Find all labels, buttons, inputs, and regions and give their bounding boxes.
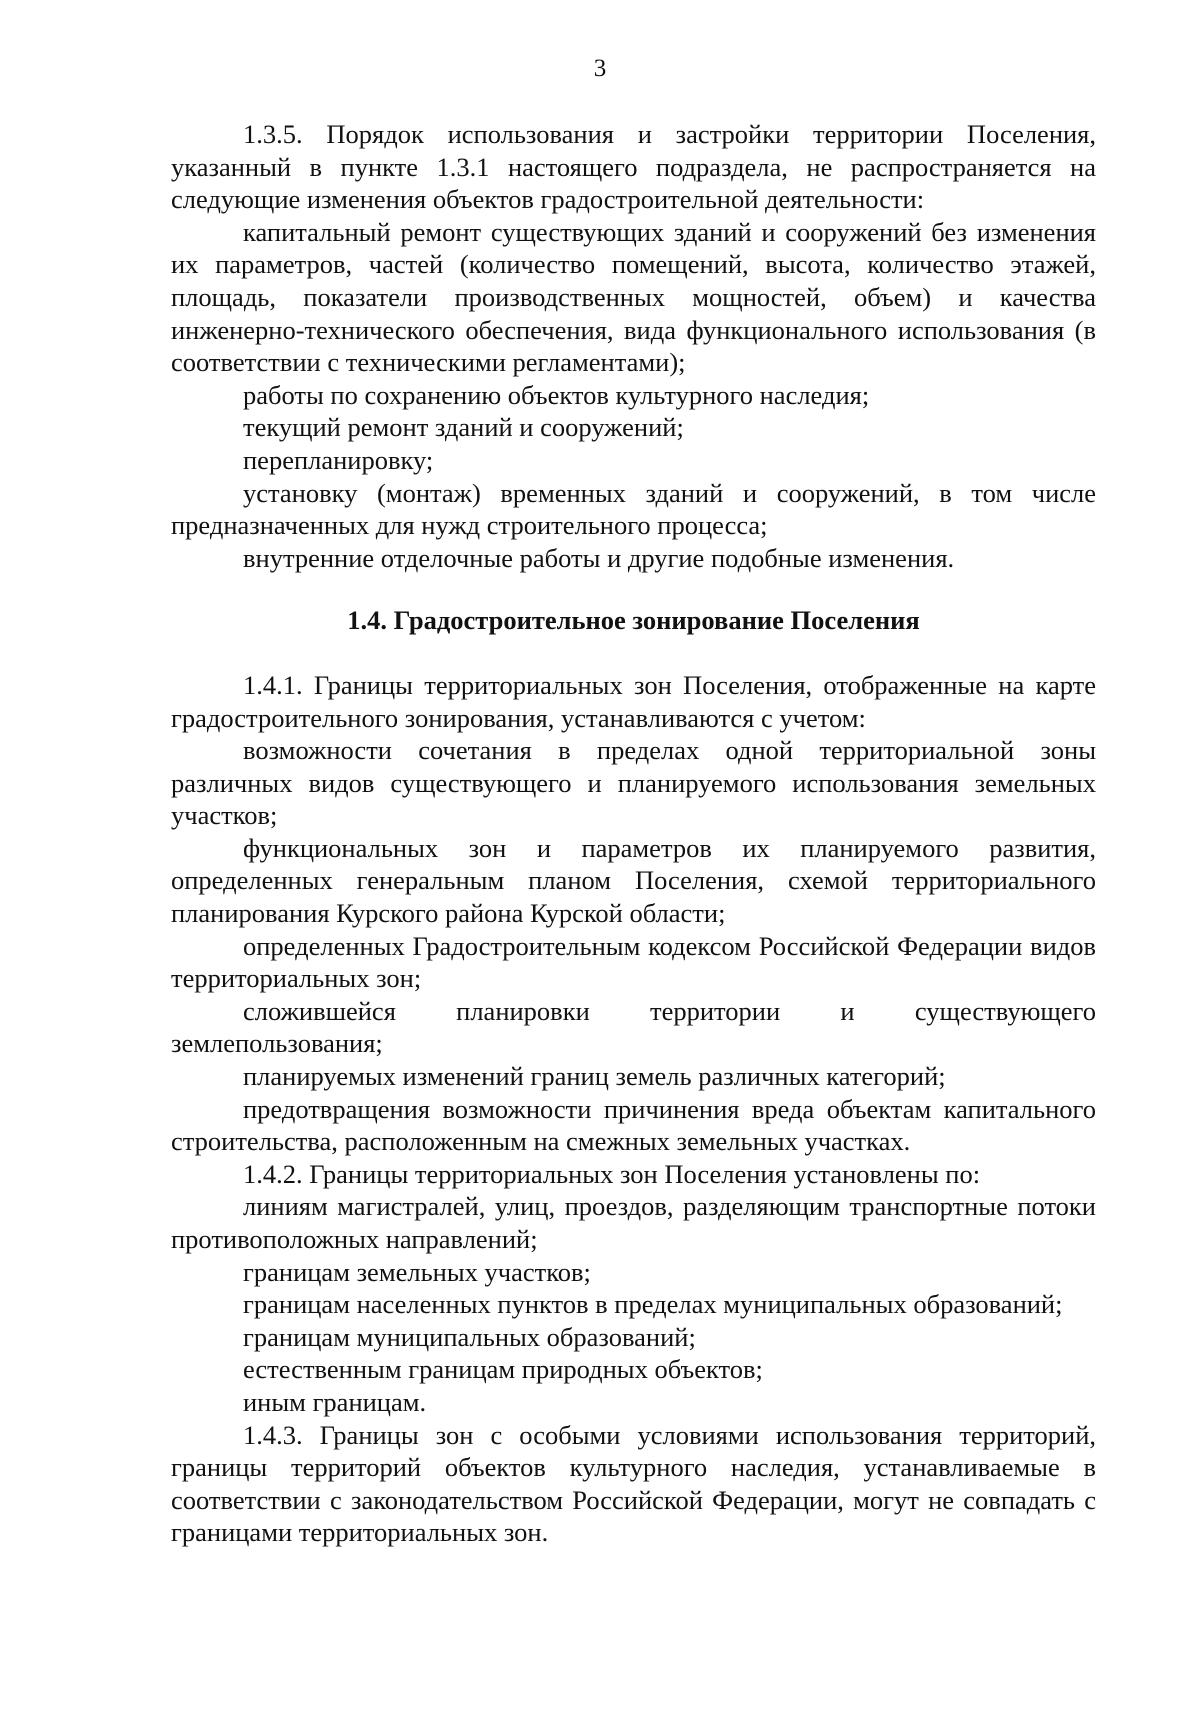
list-item: сложившейся планировки территории и существующего землепользования; xyxy=(171,995,1096,1059)
list-item: капитальный ремонт существующих зданий и сооружений без изменения их параметров, частей (количество помещений, высота, количество этажей, площадь, показатели производственных мощностей, объем) и качества инженерно-технического обеспечения, вида функционального использования (в соответствии с техническими регламентами); xyxy=(171,216,1096,378)
list-item: естественным границам природных объектов; xyxy=(243,1354,763,1385)
list-item: текущий ремонт зданий и сооружений; xyxy=(243,412,684,443)
list-item: определенных Градостроительным кодексом Российской Федерации видов территориальных зон; xyxy=(171,930,1096,994)
list-item: границам населенных пунктов в пределах муниципальных образований; xyxy=(243,1289,1063,1320)
page-number: 3 xyxy=(593,55,607,82)
paragraph-1-4-2: 1.4.2. Границы территориальных зон Поселения установлены по: xyxy=(243,1158,981,1189)
section-heading-1-4: 1.4. Градостроительное зонирование Поселения xyxy=(347,605,920,636)
list-item: функциональных зон и параметров их планируемого развития, определенных генеральным планом Поселения, схемой территориального планирования Курского района Курской области; xyxy=(171,832,1096,929)
list-item: линиям магистралей, улиц, проездов, разделяющим транспортные потоки противоположных направлений; xyxy=(171,1191,1096,1254)
document-body xyxy=(171,118,1096,1549)
list-item: границам земельных участков; xyxy=(243,1256,591,1287)
list-item: предотвращения возможности причинения вреда объектам капитального строительства, расположенным на смежных земельных участках. xyxy=(171,1093,1096,1157)
paragraph-1-3-5: 1.3.5. Порядок использования и застройки территории Поселения, указанный в пункте 1.3.1 настоящего подраздела, не распространяется на следующие изменения объектов градостроительной деятельности: xyxy=(171,119,1096,215)
list-item: внутренние отделочные работы и другие подобные изменения. xyxy=(243,542,955,573)
list-item: иным границам. xyxy=(243,1386,427,1417)
list-item: перепланировку; xyxy=(243,444,434,475)
paragraph-1-4-1: 1.4.1. Границы территориальных зон Поселения, отображенные на карте градостроительного зонирования, устанавливаются с учетом: xyxy=(171,669,1096,733)
list-item: планируемых изменений границ земель различных категорий; xyxy=(243,1061,946,1092)
list-item: возможности сочетания в пределах одной территориальной зоны различных видов существующего и планируемого использования земельных участков; xyxy=(171,735,1096,831)
list-item: границам муниципальных образований; xyxy=(243,1321,696,1352)
paragraph-1-4-3: 1.4.3. Границы зон с особыми условиями использования территорий, границы территорий объектов культурного наследия, устанавливаемые в соответствии с законодательством Российской Федерации, могут не совпадать с границами территориальных зон. xyxy=(171,1419,1096,1548)
list-item: установку (монтаж) временных зданий и сооружений, в том числе предназначенных для нужд строительного процесса; xyxy=(171,477,1096,541)
list-item: работы по сохранению объектов культурного наследия; xyxy=(243,379,870,410)
